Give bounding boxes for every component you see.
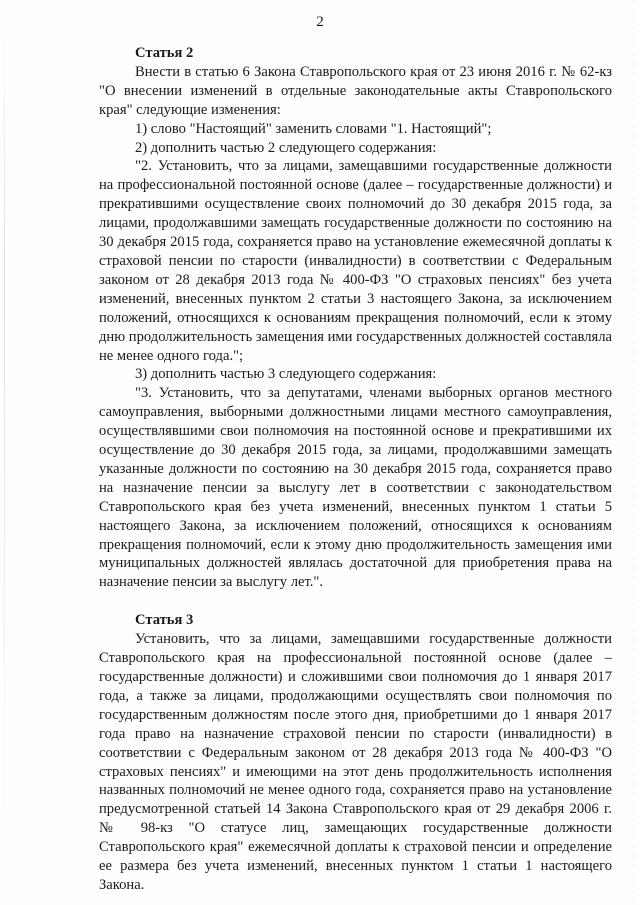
section-gap	[99, 592, 612, 611]
article-3-heading: Статья 3	[135, 612, 194, 629]
article-2-intro: Внести в статью 6 Закона Ставропольского края от 23 июня 2016 г. № 62-кз "О внесении изменений в отдельные законодательные акты Ставропольского края" следующие изменения:	[99, 63, 612, 118]
scan-edge-right	[633, 0, 634, 905]
article-3-text: Установить, что за лицами, замещавшими государственные должности Ставропольского края на профессиональной постоянной основе (далее – государственные должности) и сложившими свои полномочия до 1 января 2017 года, а также за лицами, продолжающими осуществлять свои полномочия по государственным должностям после этого дня, приобретшими до 1 января 2017 года право на назначение страховой пенсии по старости (инвалидности) в соответствии с Федеральным законом от 28 декабря 2013 года № 400-ФЗ "О страховых пенсиях" и имеющими на этот день продолжительность исполнения названных полномочий не менее одного года, сохраняется право на установление предусмотренной статьей 14 Закона Ставропольского края от 29 декабря 2006 г. № 98-кз "О статусе лиц, замещающих государственные должности Ставропольского края" ежемесячной доплаты к страховой пенсии и определение ее размера без учета изменений, внесенных пунктом 1 статьи 1 настоящего Закона.	[99, 631, 612, 893]
article-2-part-2-text: "2. Установить, что за лицами, замещавшими государственные должности на профессиональной постоянной основе (далее – государственные должности) и прекратившими осуществление своих полномочий до 30 декабря 2015 года, за лицами, продолжавшими замещать государственные должности по состоянию на 30 декабря 2015 года, сохраняется право на установление ежемесячной доплаты к страховой пенсии по старости (инвалидности) в соответствии с Федеральным законом от 28 декабря 2013 года № 400-ФЗ "О страховых пенсиях" без учета изменений, внесенных пунктом 2 статьи 3 настоящего Закона, за исключением положений, относящихся к основаниям прекращения полномочий, если к этому дню продолжительность замещения ими государственных должностей составляла не менее одного года.";	[99, 158, 612, 364]
article-2-part-3-text: "3. Установить, что за депутатами, членами выборных органов местного самоуправления, выборными должностными лицами местного самоуправления, осуществлявшими свои полномочия на постоянной основе и прекратившими их осуществление до 30 декабря 2015 года, за лицами, продолжавшими замещать указанные должности по состоянию на 30 декабря 2015 года, сохраняется право на назначение пенсии за выслугу лет в соответствии с законодательством Ставропольского края без учета изменений, внесенных пунктом 1 статьи 5 настоящего Закона, за исключением положений, относящихся к основаниям прекращения полномочий, если к этому дню продолжительность замещения ими муниципальных должностей являлась достаточной для приобретения права на назначение пенсии за выслугу лет.".	[99, 385, 612, 591]
article-2-item-1: 1) слово "Настоящий" заменить словами "1. Настоящий";	[135, 120, 492, 137]
page-number: 2	[316, 14, 324, 30]
article-2-item-2: 2) дополнить частью 2 следующего содержания:	[135, 139, 437, 156]
article-2-item-3: 3) дополнить частью 3 следующего содержания:	[135, 366, 437, 383]
scan-edge-left	[4, 0, 5, 905]
article-2-heading: Статья 2	[135, 45, 194, 61]
document-body	[99, 44, 612, 895]
